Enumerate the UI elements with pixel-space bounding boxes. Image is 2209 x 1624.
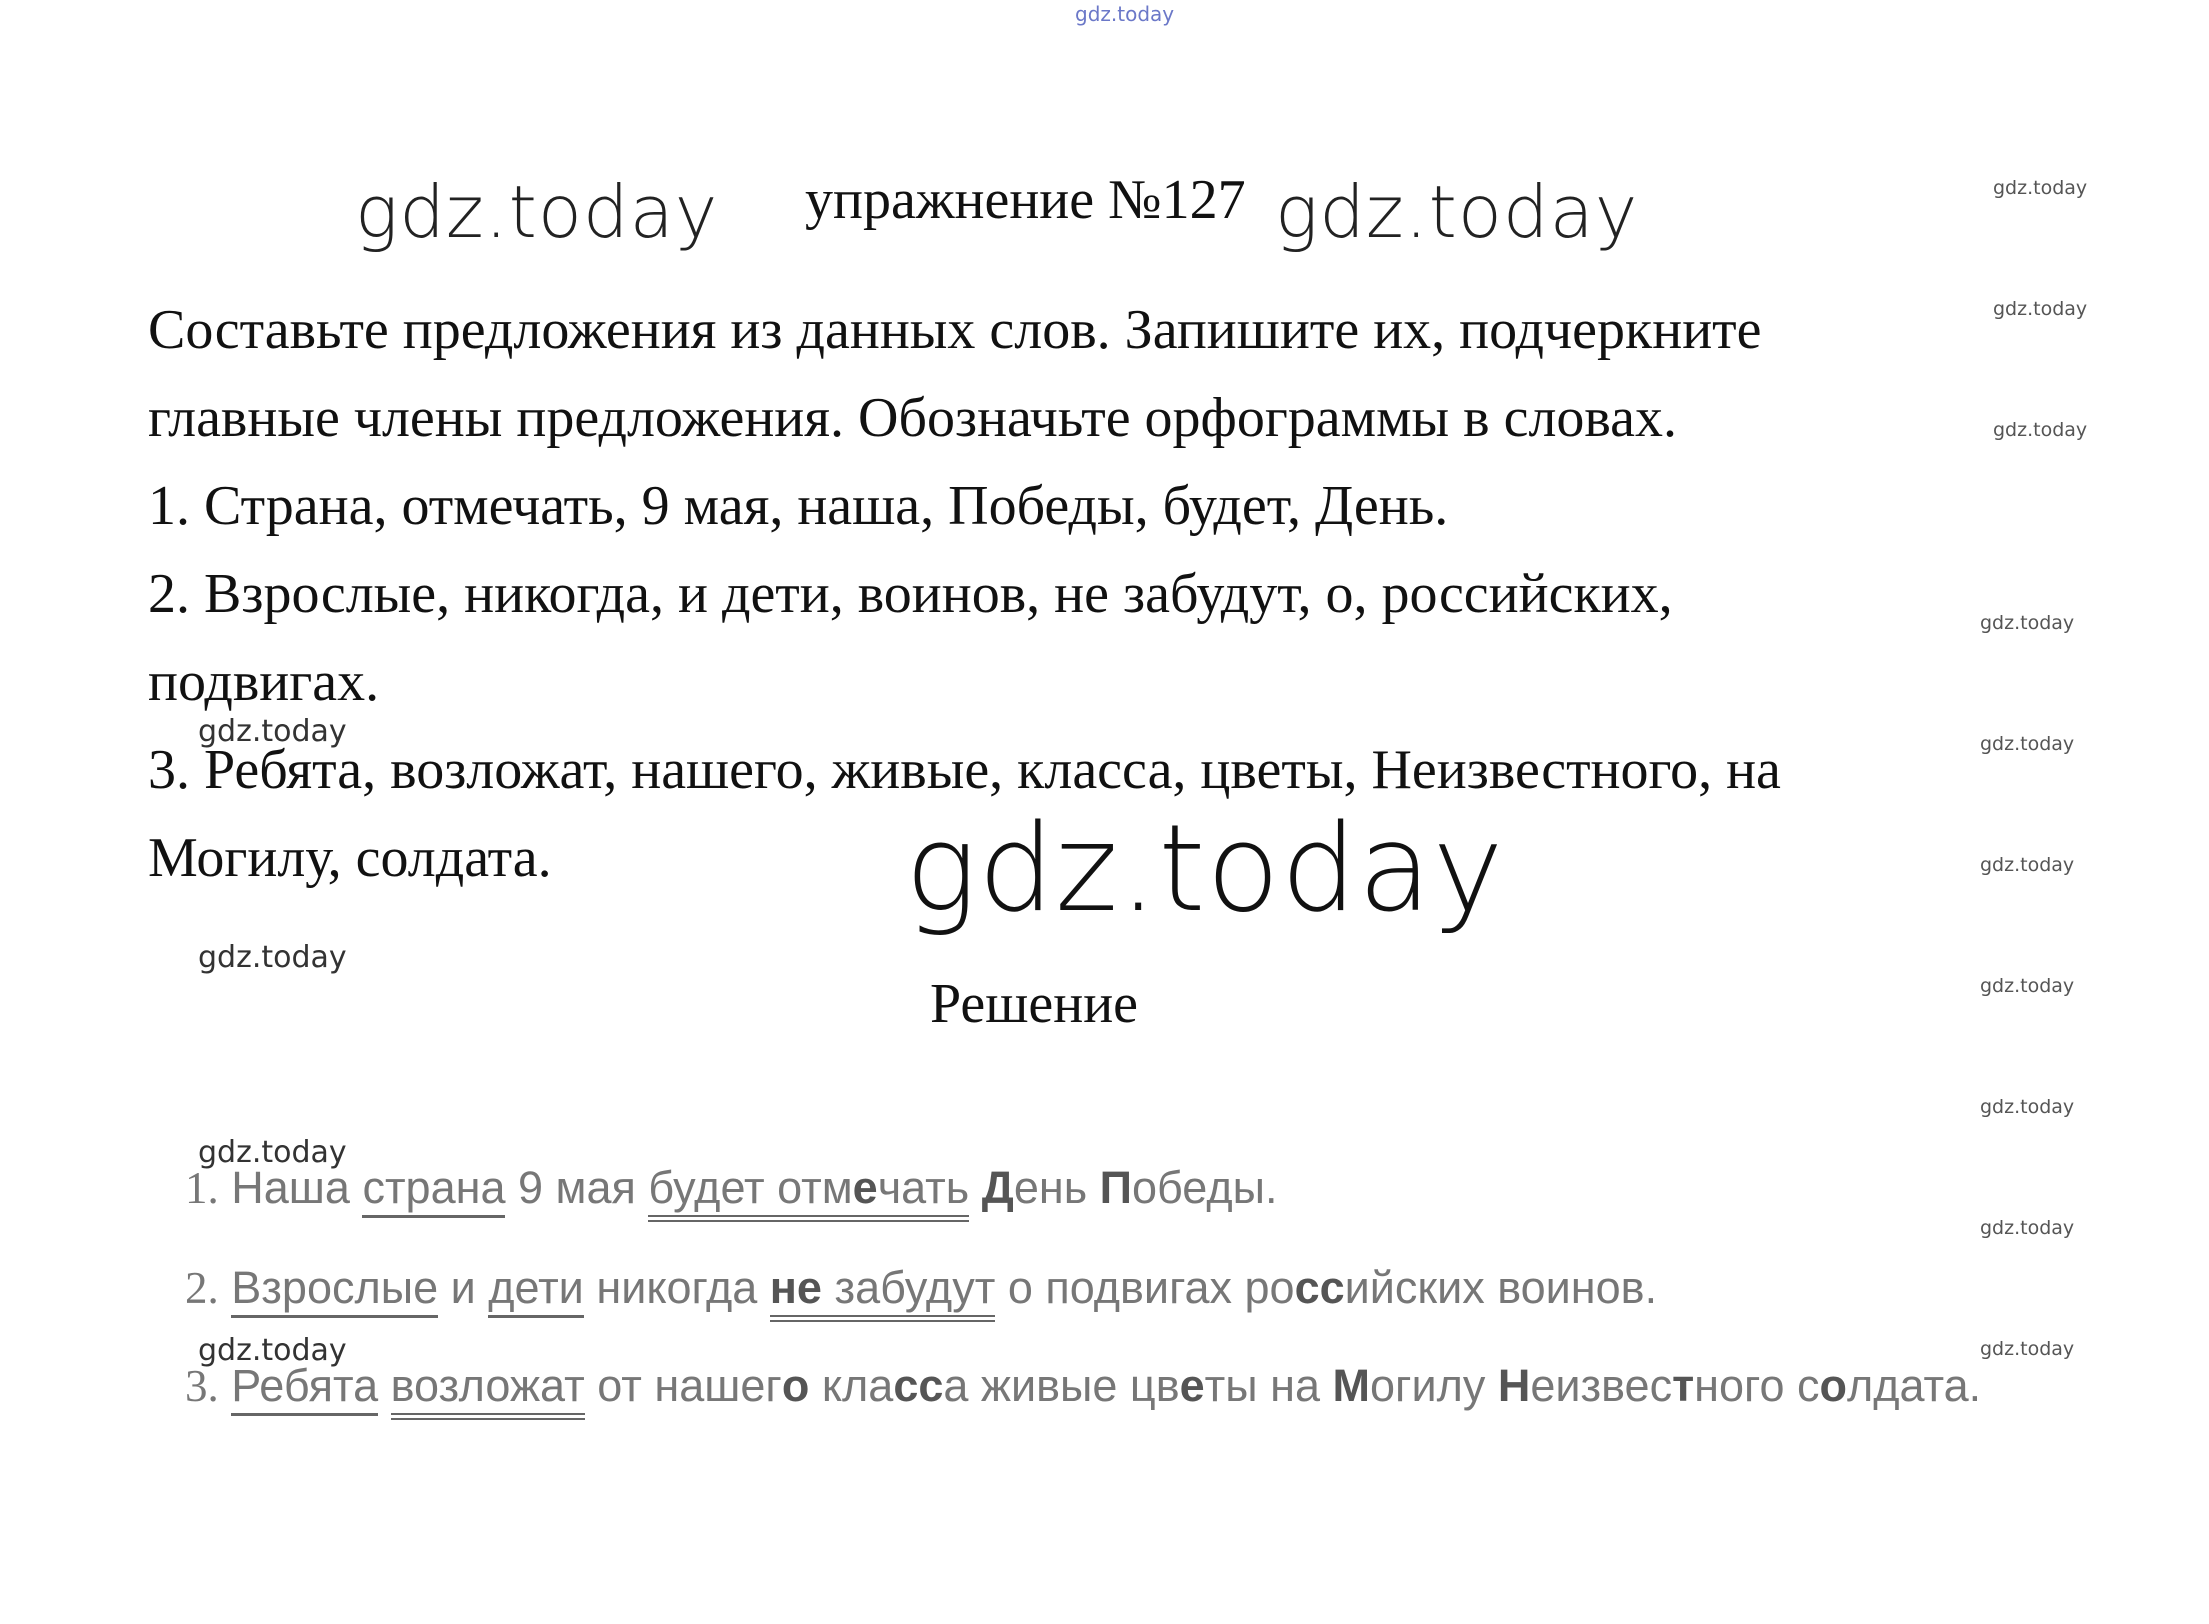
answer-word: и	[450, 1262, 476, 1313]
orthogram-highlight: т	[1672, 1360, 1695, 1411]
answer-word: лдата.	[1846, 1360, 1982, 1411]
watermark-right-3: gdz.today	[1993, 419, 2088, 441]
watermark-right-9: gdz.today	[1980, 1217, 2075, 1239]
orthogram-highlight: сс	[1294, 1262, 1345, 1313]
watermark-right-8: gdz.today	[1980, 1096, 2075, 1118]
predicate-underlined: возложат	[391, 1360, 585, 1420]
answer-word: о подвигах ро	[1007, 1262, 1295, 1313]
task-line: главные члены предложения. Обозначьте орфограммы в словах.	[148, 387, 1677, 449]
orthogram-highlight: не	[769, 1262, 822, 1313]
orthogram-highlight: П	[1099, 1162, 1133, 1213]
watermark-right-7: gdz.today	[1980, 975, 2075, 997]
orthogram-highlight: е	[1179, 1360, 1205, 1411]
watermark-right-10: gdz.today	[1980, 1338, 2075, 1360]
subject-underlined: Ребята	[231, 1360, 378, 1416]
orthogram-highlight: М	[1332, 1360, 1370, 1411]
task-line: Могилу, солдата.	[148, 827, 552, 889]
answer-word: кла	[821, 1360, 894, 1411]
predicate-underlined	[648, 1162, 969, 1222]
watermark-left-4: gdz.today	[198, 1333, 347, 1368]
watermark-right-2: gdz.today	[1993, 298, 2088, 320]
answer-word: забудут	[834, 1262, 996, 1313]
watermark-top: gdz.today	[1075, 2, 1175, 26]
answer-word: 9 мая	[518, 1162, 636, 1213]
watermark-right-1: gdz.today	[1993, 177, 2088, 199]
answer-number: 2.	[185, 1263, 219, 1313]
watermark-large-left: gdz.today	[355, 170, 719, 254]
answer-number: 3.	[185, 1361, 219, 1411]
watermark-right-5: gdz.today	[1980, 733, 2075, 755]
answer-sentence-1	[185, 1162, 1277, 1214]
solution-heading: Решение	[930, 973, 1139, 1035]
answer-word: никогда	[596, 1262, 758, 1313]
watermark-large-right: gdz.today	[1275, 170, 1639, 254]
answer-word: ного с	[1694, 1360, 1820, 1411]
orthogram-highlight: е	[852, 1162, 878, 1213]
watermark-right-4: gdz.today	[1980, 612, 2075, 634]
orthogram-highlight: о	[781, 1360, 810, 1411]
subject-underlined: дети	[488, 1262, 584, 1318]
answer-word: ень	[1013, 1162, 1088, 1213]
answer-word: огилу	[1370, 1360, 1486, 1411]
subject-underlined: Взрослые	[231, 1262, 438, 1318]
answer-word: от нашег	[597, 1360, 782, 1411]
answer-word: ты на	[1204, 1360, 1320, 1411]
watermark-right-6: gdz.today	[1980, 854, 2075, 876]
orthogram-highlight: сс	[893, 1360, 944, 1411]
predicate-underlined	[770, 1262, 996, 1322]
answer-sentence-3	[185, 1360, 1981, 1412]
watermark-center: gdz.today	[905, 800, 1505, 939]
task-line: 2. Взрослые, никогда, и дети, воинов, не забудут, о, российских,	[148, 563, 1673, 625]
task-line: 3. Ребята, возложат, нашего, живые, класса, цветы, Неизвестного, на	[148, 739, 1781, 801]
watermark-left-2: gdz.today	[198, 940, 347, 975]
task-line: подвигах.	[148, 651, 380, 713]
watermark-left-3: gdz.today	[198, 1135, 347, 1170]
exercise-title: упражнение №127	[805, 169, 1246, 231]
answer-word: обеды.	[1132, 1162, 1278, 1213]
orthogram-highlight: Н	[1497, 1360, 1531, 1411]
answer-sentence-2	[185, 1262, 1657, 1314]
answer-word: будет отм	[648, 1162, 853, 1213]
answer-word: а живые цв	[943, 1360, 1180, 1411]
orthogram-highlight: о	[1819, 1360, 1847, 1411]
answer-word: ийских воинов.	[1344, 1262, 1658, 1313]
task-line: 1. Страна, отмечать, 9 мая, наша, Победы, будет, День.	[148, 475, 1449, 537]
answer-word: Наша	[231, 1162, 350, 1213]
answer-word: еизвес	[1530, 1360, 1673, 1411]
watermark-left-1: gdz.today	[198, 714, 347, 749]
answer-word: чать	[877, 1162, 970, 1213]
answer-number: 1.	[185, 1163, 219, 1213]
task-line: Составьте предложения из данных слов. Запишите их, подчеркните	[148, 299, 1762, 361]
orthogram-highlight: Д	[981, 1162, 1014, 1213]
subject-underlined: страна	[362, 1162, 505, 1218]
